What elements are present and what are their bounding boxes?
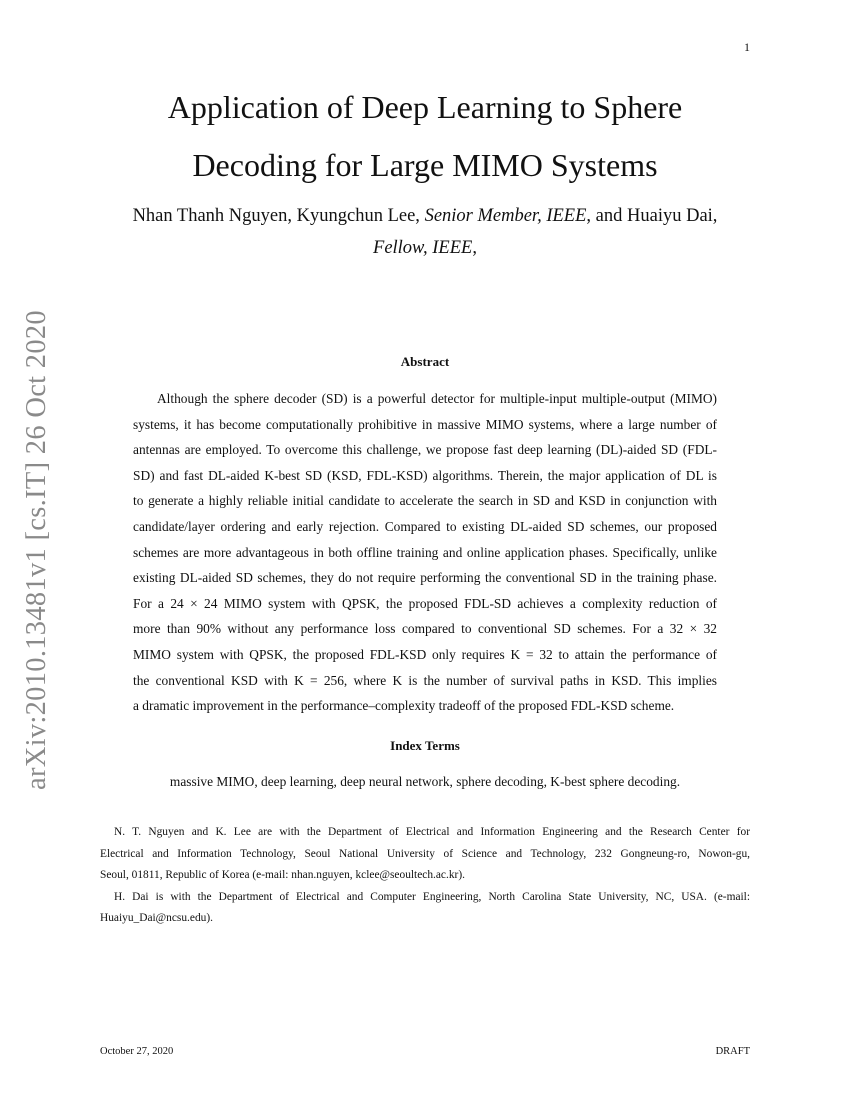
- abstract-line: existing DL-aided SD schemes, they do not require performing the conventional SD in the training phase.: [133, 570, 717, 586]
- title-line-1: Application of Deep Learning to Sphere: [167, 89, 683, 125]
- footer-date: October 27, 2020: [100, 1046, 174, 1057]
- author-title-senior: Senior Member, IEEE: [424, 206, 587, 226]
- author-line-1: [100, 200, 750, 232]
- page-number: 1: [744, 40, 750, 54]
- paper-title: [100, 78, 750, 194]
- abstract-line: MIMO system with QPSK, the proposed FDL-KSD only requires K = 32 to attain the performance of: [133, 646, 717, 662]
- abstract-heading: Abstract: [400, 354, 450, 369]
- abstract-line: a dramatic improvement in the performance–complexity tradeoff of the proposed FDL-KSD scheme.: [133, 698, 675, 714]
- footer-draft-label: DRAFT: [715, 1046, 750, 1057]
- abstract-line: candidate/layer ordering and early rejection. Compared to existing DL-aided SD schemes, our proposed: [133, 518, 717, 534]
- author-line-2-end: ,: [472, 238, 477, 258]
- footnote-line: H. Dai is with the Department of Electrical and Computer Engineering, North Carolina State University, NC, USA. (e-mail:: [114, 890, 750, 903]
- index-terms-heading: Index Terms: [390, 738, 460, 753]
- author-names-cont: , and Huaiyu Dai,: [586, 206, 718, 226]
- footnote-line: N. T. Nguyen and K. Lee are with the Department of Electrical and Information Engineering and the Research Center for: [114, 826, 750, 838]
- footnote-line: Huaiyu_Dai@ncsu.edu).: [100, 912, 213, 924]
- arxiv-identifier-stamp: arXiv:2010.13481v1 [cs.IT] 26 Oct 2020: [21, 310, 52, 790]
- abstract-line: SD) and fast DL-aided K-best SD (KSD, FDL-KSD) algorithms. Therein, the major application of DL is: [133, 467, 717, 483]
- abstract-body: [133, 386, 717, 719]
- title-line-2: Decoding for Large MIMO Systems: [192, 147, 658, 183]
- abstract-line: systems, it has become computationally prohibitive in massive MIMO systems, where a large number of: [133, 416, 717, 432]
- abstract-line: antennas are employed. To overcome this challenge, we propose fast deep learning (DL)-aided SD (FDL-: [133, 442, 717, 458]
- abstract-line: Although the sphere decoder (SD) is a powerful detector for multiple-input multiple-output (MIMO): [157, 391, 717, 406]
- index-terms-text: massive MIMO, deep learning, deep neural network, sphere decoding, K-best sphere decoding.: [169, 774, 681, 789]
- abstract-line: the conventional KSD with K = 256, where K is the number of survival paths in KSD. This implies: [133, 672, 717, 688]
- author-names: Nhan Thanh Nguyen, Kyungchun Lee,: [132, 206, 425, 226]
- abstract-line: to generate a highly reliable initial candidate to accelerate the search in SD and KSD in conjunction with: [133, 493, 717, 509]
- author-line-2: [100, 232, 750, 264]
- author-list: [100, 200, 750, 264]
- abstract-line: schemes are more advantageous in both offline training and online application phases. Specifically, unlike: [133, 544, 717, 560]
- author-affiliation-footnotes: [100, 822, 750, 930]
- abstract-line: For a 24 × 24 MIMO system with QPSK, the proposed FDL-SD achieves a complexity reduction of: [133, 595, 717, 611]
- footnote-line: Electrical and Information Technology, Seoul National University of Science and Technology, 232 Gongneung-ro, Nowon-gu,: [100, 847, 750, 860]
- footnote-line: Seoul, 01811, Republic of Korea (e-mail: nhan.nguyen, kclee@seoultech.ac.kr).: [100, 869, 465, 881]
- abstract-line: more than 90% without any performance loss compared to conventional SD schemes. For a 32 × 32: [133, 621, 717, 637]
- author-title-fellow: Fellow, IEEE: [373, 238, 473, 258]
